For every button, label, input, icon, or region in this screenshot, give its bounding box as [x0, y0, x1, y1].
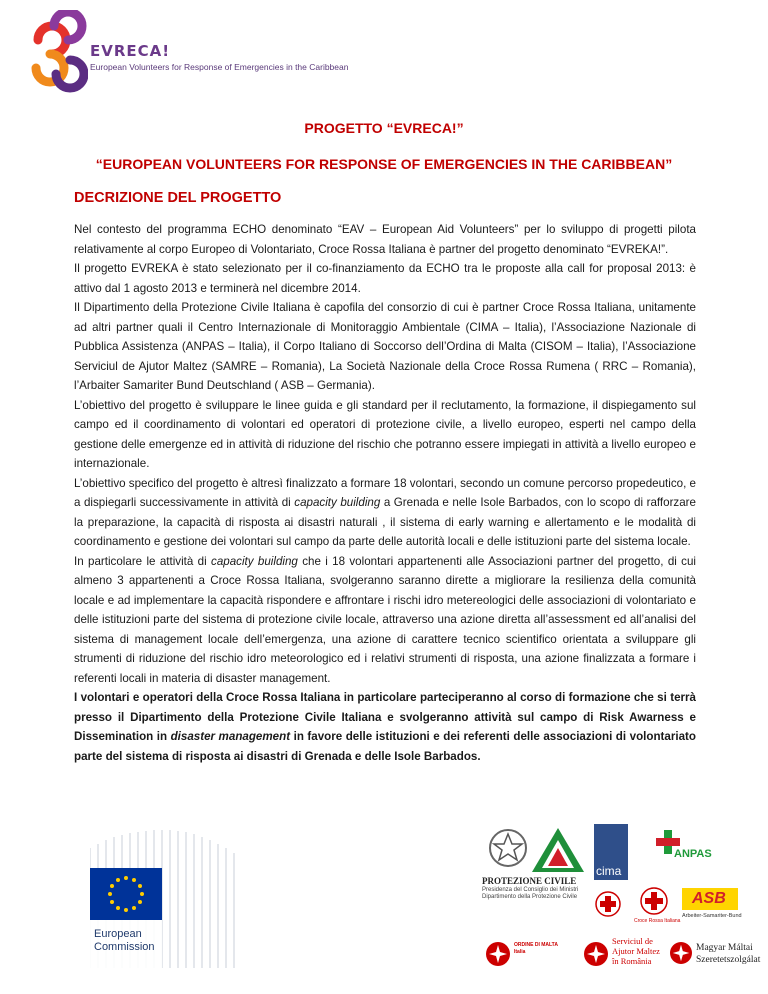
project-title: PROGETTO “EVRECA!”	[304, 120, 464, 136]
cri-subtitle: Croce Rossa Italiana	[634, 918, 681, 924]
ec-name-line-1: European	[94, 928, 142, 940]
section-heading: DECRIZIONE DEL PROGETTO	[74, 190, 282, 206]
italian-emblem-icon	[486, 826, 530, 870]
protezione-civile-triangle-icon	[530, 826, 586, 874]
paragraph-4: L’obiettivo del progetto è sviluppare le linee guida e gli standard per il reclutamento, la formazione, il dispiegamento sul campo ed il coordinamento di volontari ed operatori di protezione civile, a livello europeo, esperti nel campo della gestione delle emergenze ed in attività di riduzione del rischio che potranno essere impiegati in attività a livello europeo e internazionale.	[74, 398, 696, 470]
serviciul-line-3: în România	[612, 956, 652, 966]
paragraph-2: Il progetto EVREKA è stato selezionato per il co-finanziamento da ECHO tra le proposte alla call for proposal 2013: è attivo dal 1 agosto 2013 e terminerà nel dicembre 2014.	[74, 262, 696, 295]
serviciul-ajutor-maltez-logo	[584, 934, 670, 978]
paragraph-1: Nel contesto del programma ECHO denominato “EAV – European Aid Volunteers” per lo sviluppo di progetti pilota relativamente al corpo Europeo di Volontariato, Croce Rossa Italiana è partner del progetto denominato “EVREKA!”.	[74, 223, 696, 256]
maltese-cross-icon	[486, 942, 510, 966]
pc-title: PROTEZIONE CIVILE	[482, 876, 577, 886]
brand-tagline: European Volunteers for Response of Emergencies in the Caribbean	[90, 62, 349, 72]
european-commission-logo	[90, 828, 240, 968]
paragraph-6-text-b: che i 18 volontari appartenenti alle Associazioni partner del progetto, di cui almeno 3 appartenenti a Croce Rossa Italiana, svolgeranno saranno dirette a migliorare la resilienza della comunità locale e ad implementare la capacità rispondere e affrontare i rischi idro metereologici delle associazioni di volontariato e delle istituzioni parte del sistema di protezione civile locale, attraverso una azione diretta all’assessment ed all’analisi del sistema di management locale dell’emergenza, una azione di carattere tecnico scientifico orientata a sviluppare gli strumenti di riduzione del rischio idro meteorologico ed i relativi strumenti di risposta, una azione finalizzata a formare i referenti locali in materia di disaster management.	[74, 554, 696, 685]
paragraph-5-emphasis: capacity building	[294, 496, 381, 509]
paragraph-7-text-a: I volontari e operatori della Croce Rossa Italiana in particolare parteciperanno al corso di formazione che si terrà presso il Dipartimento della Protezione Civile Italiana e svolgeranno attività sul campo di Risk Awarness e Dissemination in	[74, 691, 696, 743]
magyar-maltai-logo	[670, 936, 768, 976]
asb-text: ASB	[692, 890, 726, 907]
magyar-line-2: Szeretetszolgálat	[696, 955, 761, 965]
project-full-title: “EUROPEAN VOLUNTEERS FOR RESPONSE OF EMERGENCIES IN THE CARIBBEAN”	[95, 156, 673, 172]
red-cross-logo-1	[594, 890, 622, 918]
magyar-line-1: Magyar Máltai	[696, 943, 753, 953]
paragraph-7-emphasis: disaster management	[170, 730, 291, 743]
paragraph-5	[74, 474, 696, 552]
serviciul-line-2: Ajutor Maltez	[612, 946, 660, 956]
asb-subtitle: Arbeiter-Samariter-Bund	[682, 913, 742, 919]
partner-logos	[0, 820, 768, 994]
paragraph-3: Il Dipartimento della Protezione Civile Italiana è capofila del consorzio di cui è partner Croce Rossa Italiana, unitamente ad altri partner quali il Centro Internazionale di Monitoraggio Ambientale (CIMA – Italia), l’Associazione Nazionale di Pubblica Assistenza (ANPAS – Italia), il Corpo Italiano di Soccorso dell’Ordina di Malta (CISOM – Italia), l’Associazione Serviciul de Ajutor Maltez (SAMRE – Romania), La Società Nazionale della Croce Rossa Rumena ( RRC – Romania), l’Arbaiter Samariter Bund Deutschland ( ASB – Germania).	[74, 301, 696, 392]
ordine-di-malta-logo	[486, 938, 572, 978]
paragraph-7-text-b: in favore delle istituzioni e dei referenti delle associazioni di volontariato parte del sistema di risposta ai disastri di Grenada e delle Isole Barbados.	[74, 730, 696, 763]
cima-text: cima	[596, 864, 622, 878]
evreca-emblem-icon	[16, 10, 88, 105]
maltese-cross-icon	[584, 942, 608, 966]
brand-name: EVRECA!	[90, 42, 171, 60]
malta-order-line-2: Italia	[514, 949, 526, 955]
pc-sub-1: Presidenza del Consiglio dei Ministri	[482, 887, 579, 893]
pc-sub-2: Dipartimento della Protezione Civile	[482, 894, 578, 900]
maltese-cross-icon	[670, 942, 692, 964]
evreca-logo	[16, 10, 349, 105]
anpas-logo	[656, 830, 722, 864]
serviciul-line-1: Serviciul de	[612, 936, 653, 946]
croce-rossa-italiana-logo	[634, 886, 681, 930]
anpas-text: ANPAS	[674, 848, 712, 860]
paragraph-7	[74, 688, 696, 766]
paragraph-6-emphasis: capacity building	[211, 554, 298, 568]
ec-name-line-2: Commission	[94, 941, 155, 953]
red-cross-icon	[594, 890, 622, 918]
asb-logo	[682, 888, 742, 928]
paragraph-5-text-a: L’obiettivo specifico del progetto è altresì finalizzato a formare 18 volontari, secondo un comune percorso propedeutico, e a dispiegarli successivamente in attività di	[74, 476, 696, 509]
paragraph-5-text-b: a Grenada e nelle Isole Barbados, con lo scopo di rafforzare la preparazione, la capacità di risposta ai disastri naturali , il sistema di early warning e allertamento e le modalità di coordinamento e gestione dei volontari sul campo da parte delle autorità locali e delle istituzioni parte del sistema locale.	[74, 496, 696, 548]
paragraph-6-text-a: In particolare le attività di	[74, 554, 212, 568]
project-description	[74, 220, 696, 766]
paragraph-6	[74, 552, 696, 689]
protezione-civile-logo	[482, 826, 586, 906]
cima-logo	[594, 824, 628, 880]
red-cross-icon	[639, 886, 669, 916]
malta-order-line-1: ORDINE DI MALTA	[514, 942, 558, 948]
